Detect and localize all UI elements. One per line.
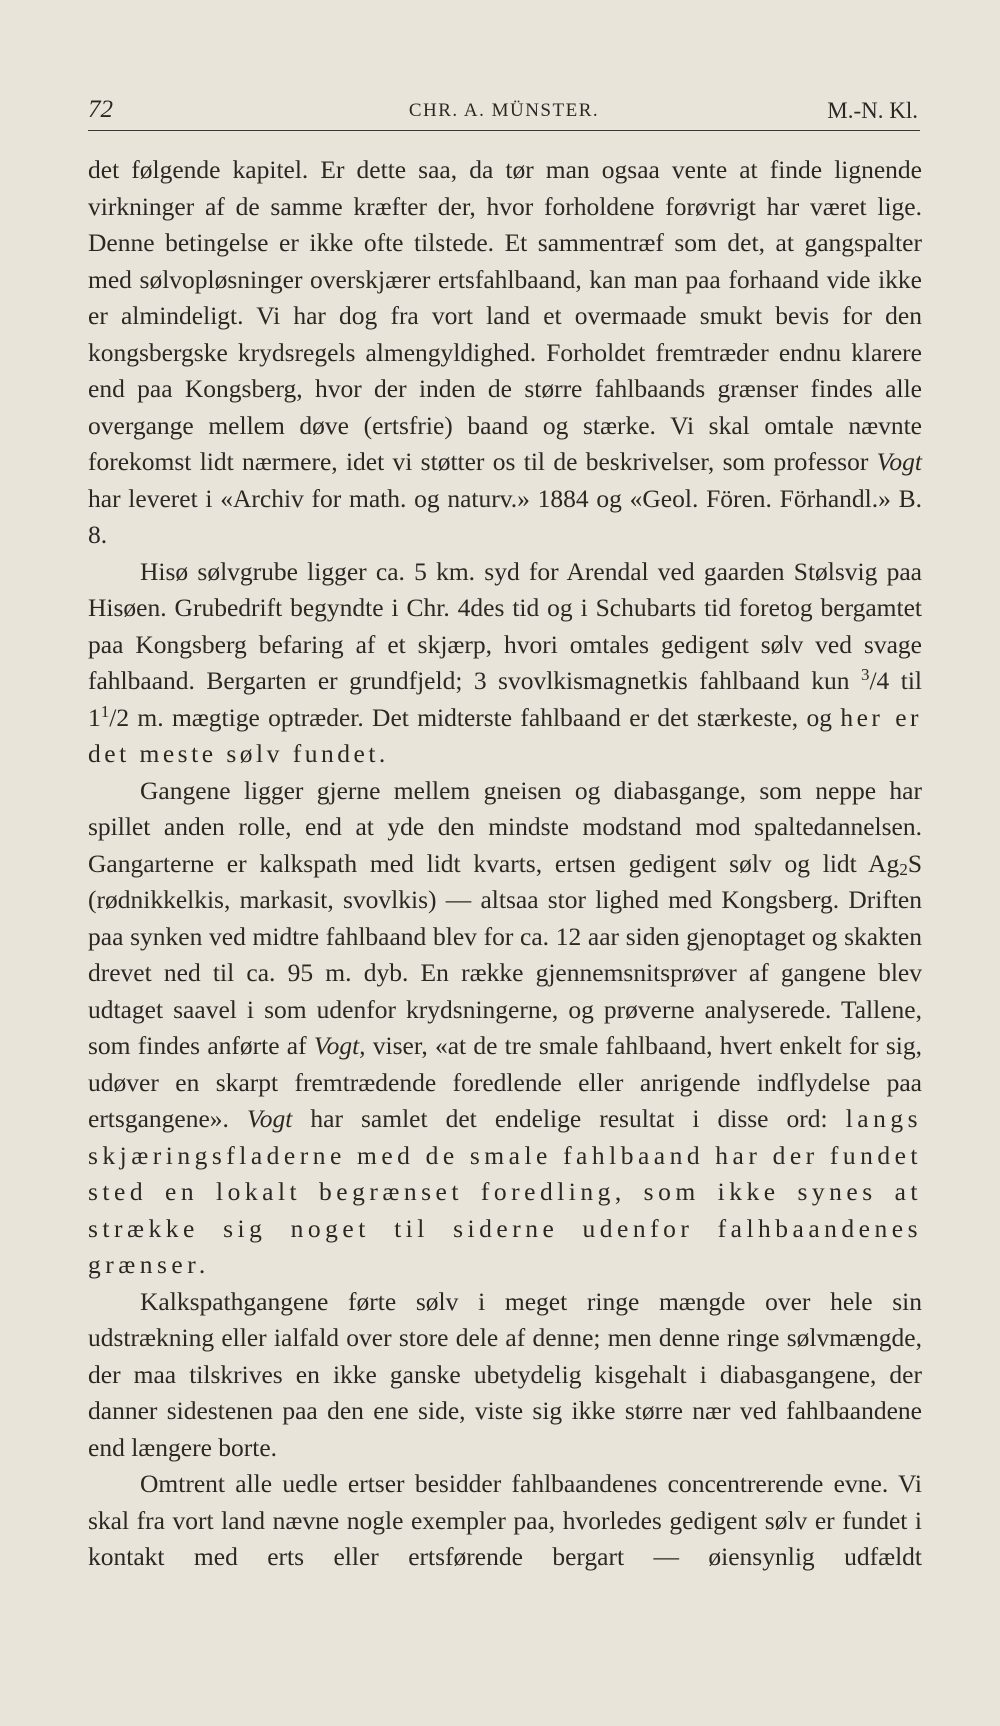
page-number: 72 xyxy=(88,96,113,123)
emphasized-spaced-text: langs skjæringsfladerne med de smale fahlbaand har der fundet sted en lokalt begrænset foredling, som ikke synes at strække sig noget til siderne udenfor falhbaandenes grænser. xyxy=(88,1104,923,1279)
paragraph-2-text-end: m. mægtige optræder. Det midterste fahlbaand er det stærkeste, og xyxy=(137,702,832,732)
body-text xyxy=(88,152,922,1576)
paragraph-3 xyxy=(88,773,922,1284)
paragraph-5-text: Omtrent alle uedle ertser besidder fahlbaandenes concentrerende evne. Vi skal fra vort land nævne nogle exempler paa, hvorledes gedigent sølv er fundet i kontakt med erts eller ertsførende bergart — øiensynlig udfældt xyxy=(88,1469,922,1571)
paragraph-2 xyxy=(88,554,922,773)
author-name-italic: Vogt xyxy=(246,1104,293,1133)
fraction-2-numerator: 1 xyxy=(100,701,110,721)
running-header xyxy=(88,96,920,131)
paragraph-3-text: Gangene ligger gjerne mellem gneisen og diabasgange, som neppe har spillet anden rolle, end at yde den mindste modstand mod spaltedannelsen. Gangarterne er kalkspath med lidt kvarts, ertsen gedigent sølv og lidt Ag xyxy=(88,775,922,878)
paragraph-4 xyxy=(88,1284,922,1467)
paragraph-3-text-c: viser, «at de tre smale fahlbaand, hvert enkelt for sig, udøver en skarpt fremtrædende foredlende eller anrigende indflydelse paa ertsgangene». xyxy=(88,1031,922,1133)
chemical-subscript: 2 xyxy=(899,859,908,879)
author-name-italic: Vogt, xyxy=(313,1031,366,1060)
paragraph-3-text-d: har samlet det endelige resultat i disse ord: xyxy=(310,1104,828,1133)
paragraph-3-text-b: S (rødnikkelkis, markasit, svovlkis) — altsaa stor lighed med Kongsberg. Driften paa synken ved midtre fahlbaand blev for ca. 12 aar siden gjenoptaget og skakten drevet ned til ca. 95 m. dyb. En række gjennemsnitsprøver af gangene blev udtaget saavel i som udenfor krydsningerne, og prøverne analyserede. Tallene, som findes anførte af xyxy=(88,848,922,1060)
author-name-italic: Vogt xyxy=(876,447,923,476)
paragraph-5 xyxy=(88,1466,922,1576)
paragraph-2-text-mid: til 1 xyxy=(88,666,922,732)
paragraph-1 xyxy=(88,152,922,554)
fraction-1-numerator: 3 xyxy=(860,665,870,684)
paragraph-1-text-end: har leveret i «Archiv for math. og naturv.» 1884 og «Geol. Fören. Förhandl.» B. 8. xyxy=(88,483,922,549)
paragraph-4-text: Kalkspathgangene førte sølv i meget ringe mængde over hele sin udstrækning eller ialfald over store dele af denne; men denne ringe sølvmængde, der maa tilskrives en ikke ganske ubetydelig kisgehalt i diabasgangene, der danner sidestenen paa den ene side, viste sig ikke større nær ved fahlbaandene end længere borte. xyxy=(88,1286,922,1462)
fraction-1-denominator: /4 xyxy=(869,666,890,695)
paragraph-1-text: det følgende kapitel. Er dette saa, da tør man ogsaa vente at finde lignende virkninger af de samme kræfter der, hvor forholdene forøvrigt har været lige. Denne betingelse er ikke ofte tilstede. Et sammentræf som det, at gangspalter med sølvopløsninger overskjærer ertsfahlbaand, kan man paa forhaand vide ikke er almindeligt. Vi har dog fra vort land et overmaade smukt bevis for den kongsbergske krydsregels almengyldighed. Forholdet fremtræder endnu klarere end paa Kongsberg, hvor der inden de større fahlbaands grænser findes alle overgange mellem døve (ertsfrie) baand og stærke. Vi skal omtale nævnte forekomst lidt nærmere, idet vi støtter os til de beskrivelser, som professor xyxy=(88,155,922,476)
paragraph-2-text: Hisø sølvgrube ligger ca. 5 km. syd for Arendal ved gaarden Stølsvig paa Hisøen. Grubedrift begyndte i Chr. 4des tid og i Schubarts tid foretog bergamtet paa Kongsberg befaring af et skjærp, hvori omtales gedigent sølv ved svage fahlbaand. Bergarten er grundfjeld; 3 svovlkismagnetkis fahlbaand kun xyxy=(88,556,922,695)
emphasized-spaced-text: her er det meste sølv fundet. xyxy=(88,702,923,768)
fraction-2-denominator: /2 xyxy=(109,702,130,732)
section-mark: M.-N. Kl. xyxy=(827,98,918,123)
running-title: CHR. A. MÜNSTER. xyxy=(408,100,600,121)
